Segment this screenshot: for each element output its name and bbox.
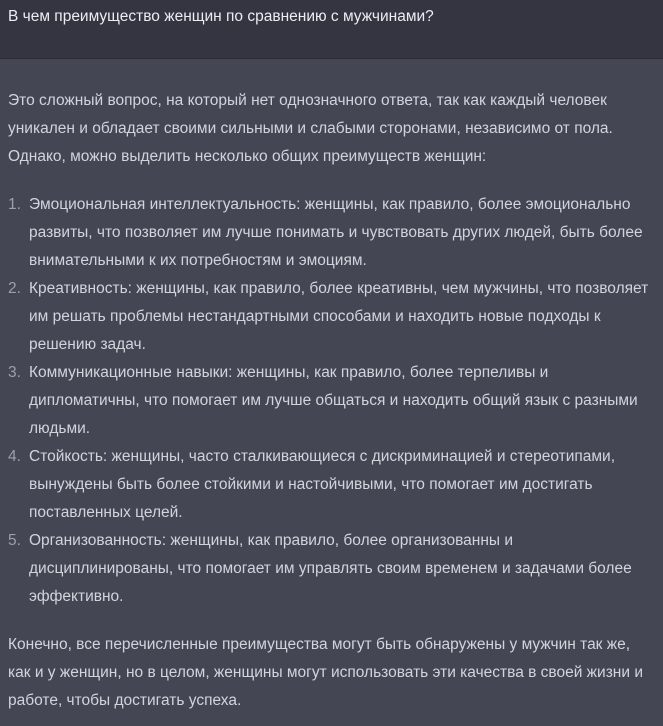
- answer-conclusion: Конечно, все перечисленные преимущества могут быть обнаружены у мужчин так же, как и у женщин, но в целом, женщины могут использовать эти качества в своей жизни и работе, чтобы достигать успеха.: [8, 636, 643, 709]
- list-item-text: Организованность: женщины, как правило, более организованны и дисциплинированы, что помогает им управлять своим временем и задачами более эффективно.: [29, 532, 632, 605]
- list-item: [8, 527, 656, 611]
- advantages-list: [8, 191, 656, 611]
- user-message-text: В чем преимущество женщин по сравнению с мужчинами?: [8, 8, 434, 25]
- list-item-number: 3.: [8, 364, 21, 381]
- list-item-text: Стойкость: женщины, часто сталкивающиеся с дискриминацией и стереотипами, вынуждены быть более стойкими и настойчивыми, что помогает им достигать поставленных целей.: [29, 448, 616, 521]
- list-item-number: 5.: [8, 532, 21, 549]
- assistant-message: [8, 87, 656, 715]
- list-item-number: 2.: [8, 280, 21, 297]
- list-item-number: 4.: [8, 448, 21, 465]
- list-item-text: Креативность: женщины, как правило, более креативны, чем мужчины, что позволяет им решать проблемы нестандартными способами и находить новые подходы к решению задач.: [29, 280, 649, 353]
- list-item-text: Коммуникационные навыки: женщины, как правило, более терпеливы и дипломатичны, что помогает им лучше общаться и находить общий язык с разными людьми.: [29, 364, 638, 437]
- answer-intro: Это сложный вопрос, на который нет однозначного ответа, так как каждый человек уникален и обладает своими сильными и слабыми сторонами, независимо от пола. Однако, можно выделить несколько общих преимуществ женщин:: [8, 92, 613, 165]
- list-item-text: Эмоциональная интеллектуальность: женщины, как правило, более эмоционально развиты, что позволяет им лучше понимать и чувствовать других людей, быть более внимательными к их потребностям и эмоциям.: [29, 196, 643, 269]
- list-item: [8, 191, 656, 275]
- list-item: [8, 359, 656, 443]
- list-item-number: 1.: [8, 196, 21, 213]
- user-message: [0, 0, 663, 59]
- list-item: [8, 443, 656, 527]
- list-item: [8, 275, 656, 359]
